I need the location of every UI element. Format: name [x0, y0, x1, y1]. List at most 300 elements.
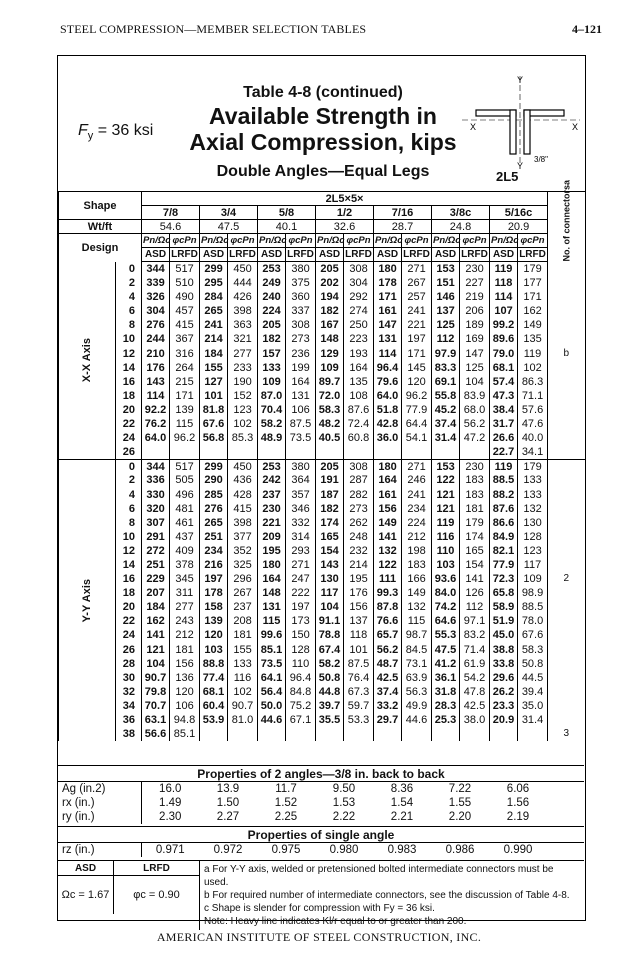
strength-cell: 357 — [286, 487, 316, 501]
strength-cell — [200, 727, 228, 741]
strength-cell: 180 — [258, 558, 286, 572]
strength-cell: 22.7 — [490, 445, 518, 459]
asd-5: ASD — [432, 248, 460, 262]
strength-cell: 33.2 — [374, 699, 402, 713]
property-value: 1.53 — [332, 796, 356, 809]
strength-cell: 145 — [402, 361, 432, 375]
strength-cell: 510 — [170, 276, 200, 290]
property-row — [58, 796, 584, 810]
connectors-cell — [548, 586, 585, 600]
strength-cell: 42.8 — [374, 417, 402, 431]
strength-cell: 88.2 — [490, 487, 518, 501]
strength-cell: 73.1 — [402, 657, 432, 671]
strength-cell: 137 — [432, 304, 460, 318]
strength-cell: 344 — [142, 459, 170, 473]
strength-cell: 273 — [286, 332, 316, 346]
strength-cell: 158 — [200, 600, 228, 614]
strength-cell: 164 — [344, 361, 374, 375]
strength-cell: 120 — [402, 375, 432, 389]
kl-value: 26 — [116, 643, 142, 657]
strength-cell: 147 — [374, 318, 402, 332]
connectors-cell — [548, 304, 585, 318]
table-row — [59, 530, 585, 544]
strength-cell: 415 — [228, 502, 258, 516]
single-angle-properties-table — [58, 843, 584, 857]
strength-cell: 344 — [142, 262, 170, 276]
strength-cell: 179 — [518, 262, 548, 276]
strength-cell: 139 — [200, 614, 228, 628]
footnote-b: b For required number of intermediate connectors, see the discussion of Table 4-8. — [204, 890, 570, 901]
strength-cell — [316, 445, 344, 459]
rz-value: 0.986 — [445, 843, 475, 856]
strength-cell: 224 — [402, 516, 432, 530]
lrfd-1: LRFD — [228, 248, 258, 262]
strength-cell: 517 — [170, 459, 200, 473]
strength-cell: 251 — [200, 530, 228, 544]
strength-cell: 223 — [344, 332, 374, 346]
connectors-cell — [548, 699, 585, 713]
strength-cell: 56.8 — [200, 431, 228, 445]
strength-cell: 47.3 — [490, 389, 518, 403]
property-value: 13.9 — [216, 782, 240, 795]
strength-cell: 291 — [142, 530, 170, 544]
strength-cell: 398 — [228, 516, 258, 530]
strength-cell: 282 — [344, 487, 374, 501]
strength-cell: 143 — [142, 375, 170, 389]
kl-value: 4 — [116, 487, 142, 501]
strength-cell: 72.0 — [316, 389, 344, 403]
strength-cell: 65.8 — [490, 586, 518, 600]
strength-cell: 304 — [344, 276, 374, 290]
shape-badge: 2L5 — [496, 169, 519, 184]
lrfd-0: LRFD — [170, 248, 200, 262]
strength-cell: 190 — [228, 375, 258, 389]
strength-cell: 164 — [258, 572, 286, 586]
strength-cell: 63.1 — [142, 713, 170, 727]
strength-cell: 44.8 — [316, 685, 344, 699]
strength-cell: 81.0 — [228, 713, 258, 727]
kl-value: 24 — [116, 431, 142, 445]
rz-value: 0.971 — [155, 843, 185, 856]
strength-cell: 444 — [228, 276, 258, 290]
rz-value: 0.972 — [213, 843, 243, 856]
strength-cell: 54.2 — [460, 671, 490, 685]
strength-cell: 76.6 — [374, 614, 402, 628]
strength-cell: 337 — [286, 304, 316, 318]
asd-heading: ASD — [58, 861, 114, 875]
strength-cell: 64.6 — [432, 614, 460, 628]
strength-cell: 39.4 — [518, 685, 548, 699]
table-row — [59, 628, 585, 642]
strength-cell: 87.8 — [374, 600, 402, 614]
properties-block — [58, 765, 584, 857]
connectors-cell — [548, 713, 585, 727]
strength-cell: 149 — [402, 586, 432, 600]
strength-cell: 121 — [142, 643, 170, 657]
strength-cell: 208 — [228, 614, 258, 628]
strength-cell: 61.9 — [460, 657, 490, 671]
strength-cell: 99.6 — [258, 628, 286, 642]
strength-cell: 364 — [286, 473, 316, 487]
strength-cell: 242 — [258, 473, 286, 487]
strength-cell: 227 — [460, 276, 490, 290]
property-spacer — [547, 810, 584, 824]
strength-cell: 436 — [228, 473, 258, 487]
strength-cell: 133 — [258, 361, 286, 375]
property-value: 1.54 — [390, 796, 414, 809]
table-row — [59, 516, 585, 530]
size-4: 7/16 — [374, 206, 432, 220]
strength-cell: 79.0 — [490, 347, 518, 361]
strength-cell: 42.5 — [460, 699, 490, 713]
strength-cell: 141 — [142, 628, 170, 642]
strength-cell: 237 — [228, 600, 258, 614]
strength-cell: 132 — [518, 502, 548, 516]
strength-cell: 251 — [142, 558, 170, 572]
strength-cell: 234 — [200, 544, 228, 558]
kl-value: 20 — [116, 403, 142, 417]
strength-cell: 174 — [460, 530, 490, 544]
property-value: 16.0 — [159, 782, 182, 795]
strength-cell: 183 — [460, 487, 490, 501]
connectors-cell — [548, 290, 585, 304]
strength-cell: 132 — [374, 544, 402, 558]
shape-name: 2L5×5× — [142, 192, 548, 206]
strength-cell: 184 — [200, 347, 228, 361]
asd-2: ASD — [258, 248, 286, 262]
strength-cell: 131 — [286, 389, 316, 403]
strength-cell: 129 — [316, 347, 344, 361]
strength-cell: 215 — [170, 375, 200, 389]
strength-cell: 197 — [402, 332, 432, 346]
strength-cell: 73.5 — [286, 431, 316, 445]
kl-value: 10 — [116, 530, 142, 544]
table-header — [58, 56, 584, 191]
strength-cell: 437 — [170, 530, 200, 544]
strength-cell: 70.7 — [142, 699, 170, 713]
strength-cell: 118 — [490, 276, 518, 290]
strength-cell: 229 — [142, 572, 170, 586]
strength-cell: 96.4 — [286, 671, 316, 685]
strength-cell: 330 — [142, 487, 170, 501]
strength-cell: 194 — [316, 290, 344, 304]
table-row — [59, 347, 585, 361]
table-row — [59, 304, 585, 318]
strength-cell: 121 — [432, 502, 460, 516]
asd-1: ASD — [200, 248, 228, 262]
table-row — [59, 473, 585, 487]
strength-cell: 517 — [170, 262, 200, 276]
strength-cell: 209 — [258, 530, 286, 544]
strength-cell: 415 — [170, 318, 200, 332]
pn-omega-2: Pn/Ωc — [258, 234, 286, 248]
kl-value: 20 — [116, 600, 142, 614]
strength-cell: 257 — [402, 290, 432, 304]
table-row — [59, 558, 585, 572]
strength-cell: 36.0 — [374, 431, 402, 445]
strength-cell: 78.0 — [518, 614, 548, 628]
strength-cell: 45.2 — [432, 403, 460, 417]
strength-cell: 230 — [460, 459, 490, 473]
strength-cell — [432, 727, 460, 741]
weight-3: 32.6 — [316, 220, 374, 234]
strength-cell: 308 — [344, 459, 374, 473]
strength-cell: 87.5 — [286, 417, 316, 431]
strength-cell — [316, 727, 344, 741]
strength-cell: 90.7 — [142, 671, 170, 685]
kl-value: 2 — [116, 473, 142, 487]
connectors-cell: b — [548, 347, 585, 361]
strength-cell: 106 — [286, 403, 316, 417]
table-row — [59, 262, 585, 276]
strength-cell: 207 — [142, 586, 170, 600]
strength-cell: 230 — [258, 502, 286, 516]
strength-cell: 165 — [460, 544, 490, 558]
strength-cell: 26.6 — [490, 431, 518, 445]
lrfd-2: LRFD — [286, 248, 316, 262]
strength-cell: 155 — [228, 643, 258, 657]
strength-cell: 156 — [374, 502, 402, 516]
strength-cell: 79.6 — [374, 375, 402, 389]
strength-cell: 321 — [228, 332, 258, 346]
strength-cell: 39.7 — [316, 699, 344, 713]
table-row — [59, 375, 585, 389]
property-value: 2.30 — [159, 810, 182, 823]
running-head — [60, 22, 602, 38]
strength-cell: 240 — [258, 290, 286, 304]
strength-cell: 47.8 — [460, 685, 490, 699]
strength-cell: 55.8 — [432, 389, 460, 403]
asd-0: ASD — [142, 248, 170, 262]
strength-cell: 78.8 — [316, 628, 344, 642]
strength-cell: 148 — [258, 586, 286, 600]
strength-cell: 109 — [316, 361, 344, 375]
strength-cell: 195 — [344, 572, 374, 586]
property-label: ry (in.) — [58, 810, 141, 824]
strength-cell: 137 — [344, 614, 374, 628]
kl-value: 0 — [116, 459, 142, 473]
strength-cell: 241 — [402, 487, 432, 501]
strength-cell: 116 — [228, 671, 258, 685]
strength-cell: 409 — [170, 544, 200, 558]
strength-cell: 148 — [316, 332, 344, 346]
strength-cell: 96.4 — [374, 361, 402, 375]
rz-value: 0.980 — [329, 843, 359, 856]
strength-cell: 103 — [200, 643, 228, 657]
rz-value: 0.990 — [503, 843, 533, 856]
two-angle-properties-title: Properties of 2 angles—3/8 in. back to back — [58, 765, 584, 782]
strength-cell: 296 — [228, 572, 258, 586]
strength-cell: 205 — [316, 459, 344, 473]
strength-cell: 127 — [200, 375, 228, 389]
strength-cell: 130 — [518, 516, 548, 530]
strength-cell: 40.5 — [316, 431, 344, 445]
strength-cell: 47.5 — [432, 643, 460, 657]
strength-cell: 35.0 — [518, 699, 548, 713]
table-row — [59, 643, 585, 657]
strength-cell: 267 — [402, 276, 432, 290]
strength-cell: 37.4 — [374, 685, 402, 699]
kl-value: 6 — [116, 304, 142, 318]
kl-value: 2 — [116, 276, 142, 290]
kl-value: 12 — [116, 544, 142, 558]
strength-cell: 115 — [402, 614, 432, 628]
strength-cell: 51.8 — [374, 403, 402, 417]
strength-cell: 49.9 — [402, 699, 432, 713]
strength-cell: 84.0 — [432, 586, 460, 600]
strength-cell: 38.4 — [490, 403, 518, 417]
strength-cell: 76.4 — [344, 671, 374, 685]
property-label: rx (in.) — [58, 796, 141, 810]
table-title — [173, 103, 473, 155]
strength-cell: 71.1 — [518, 389, 548, 403]
strength-cell: 85.3 — [228, 431, 258, 445]
strength-cell: 88.5 — [518, 600, 548, 614]
fy-subscript: y — [87, 130, 94, 143]
connectors-cell — [548, 516, 585, 530]
strength-cell: 214 — [200, 332, 228, 346]
strength-cell: 88.5 — [490, 473, 518, 487]
property-spacer — [547, 796, 584, 810]
strength-cell: 290 — [200, 473, 228, 487]
connectors-cell — [548, 657, 585, 671]
table-number: Table 4-8 (continued) — [243, 84, 403, 101]
strength-cell: 84.5 — [402, 643, 432, 657]
strength-cell: 58.2 — [258, 417, 286, 431]
strength-cell: 169 — [460, 332, 490, 346]
pn-omega-6: Pn/Ωc — [490, 234, 518, 248]
x-axis-group-label: X-X Axis — [81, 338, 93, 383]
strength-cell: 58.9 — [490, 600, 518, 614]
kl-value: 18 — [116, 586, 142, 600]
strength-cell: 171 — [374, 290, 402, 304]
strength-cell — [518, 727, 548, 741]
table-row — [59, 614, 585, 628]
strength-cell: 119 — [490, 262, 518, 276]
strength-cell: 101 — [200, 389, 228, 403]
strength-cell: 284 — [200, 290, 228, 304]
kl-value: 14 — [116, 558, 142, 572]
property-value: 2.22 — [332, 810, 356, 823]
strength-cell: 104 — [460, 375, 490, 389]
connectors-cell — [548, 544, 585, 558]
strength-cell: 162 — [142, 614, 170, 628]
property-value: 8.36 — [390, 782, 414, 795]
strength-cell: 314 — [286, 530, 316, 544]
strength-cell: 481 — [170, 502, 200, 516]
kl-value: 28 — [116, 657, 142, 671]
two-angle-properties-table — [58, 782, 584, 824]
strength-cell: 224 — [258, 304, 286, 318]
strength-cell: 119 — [518, 347, 548, 361]
strength-cell: 81.8 — [200, 403, 228, 417]
size-0: 7/8 — [142, 206, 200, 220]
strength-cell: 103 — [432, 558, 460, 572]
lrfd-heading: LRFD — [143, 863, 170, 874]
strength-cell: 98.9 — [518, 586, 548, 600]
strength-cell: 308 — [344, 262, 374, 276]
table-row — [59, 290, 585, 304]
strength-cell: 363 — [228, 318, 258, 332]
strength-cell: 206 — [460, 304, 490, 318]
phi-pn-5: φcPn — [460, 234, 490, 248]
strength-cell: 123 — [518, 544, 548, 558]
connectors-cell — [548, 487, 585, 501]
strength-cell: 104 — [316, 600, 344, 614]
strength-cell: 90.7 — [228, 699, 258, 713]
table-row — [59, 713, 585, 727]
table-row — [59, 276, 585, 290]
strength-cell — [142, 445, 170, 459]
strength-cell: 102 — [228, 685, 258, 699]
strength-cell: 130 — [316, 572, 344, 586]
strength-cell: 182 — [316, 304, 344, 318]
strength-cell: 271 — [286, 558, 316, 572]
asd-4: ASD — [374, 248, 402, 262]
strength-cell: 68.0 — [460, 403, 490, 417]
strength-cell: 293 — [286, 544, 316, 558]
strength-cell: 31.4 — [432, 431, 460, 445]
strength-cell: 67.3 — [344, 685, 374, 699]
connectors-cell — [548, 389, 585, 403]
strength-cell: 91.1 — [316, 614, 344, 628]
phi-pn-3: φcPn — [344, 234, 374, 248]
strength-cell: 85.1 — [170, 727, 200, 741]
strength-cell: 154 — [460, 558, 490, 572]
strength-cell: 212 — [402, 530, 432, 544]
strength-cell: 277 — [228, 347, 258, 361]
connectors-cell — [548, 332, 585, 346]
strength-cell: 111 — [374, 572, 402, 586]
strength-cell: 164 — [374, 473, 402, 487]
strength-cell — [344, 445, 374, 459]
strength-cell: 156 — [170, 657, 200, 671]
strength-cell: 210 — [142, 347, 170, 361]
strength-cell: 37.4 — [432, 417, 460, 431]
strength-cell: 247 — [286, 572, 316, 586]
strength-cell: 179 — [518, 459, 548, 473]
strength-cell: 58.3 — [518, 643, 548, 657]
strength-cell: 123 — [228, 403, 258, 417]
kl-value: 16 — [116, 572, 142, 586]
property-value: 2.21 — [390, 810, 414, 823]
table-row — [59, 572, 585, 586]
fy-value: = 36 ksi — [93, 122, 154, 139]
strength-cell: 177 — [518, 276, 548, 290]
strength-cell — [432, 445, 460, 459]
strength-cell: 149 — [374, 516, 402, 530]
strength-cell: 253 — [258, 262, 286, 276]
strength-cell — [258, 727, 286, 741]
pn-omega-5: Pn/Ωc — [432, 234, 460, 248]
property-value: 7.22 — [448, 782, 472, 795]
strength-cell: 86.3 — [518, 375, 548, 389]
strength-cell: 48.7 — [374, 657, 402, 671]
strength-cell: 58.2 — [316, 657, 344, 671]
strength-symbol-row — [59, 234, 585, 248]
strength-cell: 181 — [228, 628, 258, 642]
single-angle-properties-title: Properties of single angle — [58, 826, 584, 843]
strength-cell: 197 — [200, 572, 228, 586]
strength-cell: 115 — [170, 417, 200, 431]
strength-cell: 212 — [170, 628, 200, 642]
strength-cell — [460, 727, 490, 741]
strength-cell: 132 — [402, 600, 432, 614]
strength-cell: 53.3 — [344, 713, 374, 727]
strength-cell: 182 — [316, 502, 344, 516]
weight-row — [59, 220, 585, 234]
rz-row — [58, 843, 584, 857]
